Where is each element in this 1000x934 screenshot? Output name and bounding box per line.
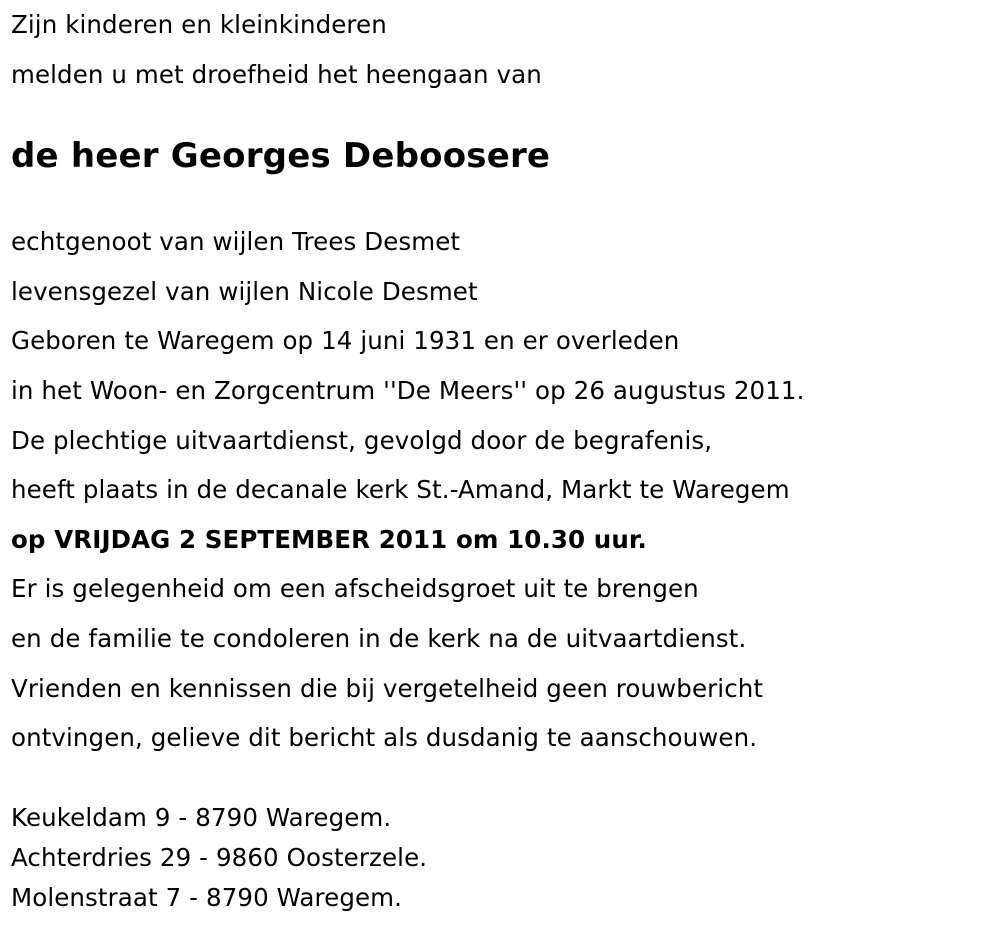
address-line-2: Achterdries 29 - 9860 Oosterzele.: [11, 843, 428, 872]
farewell-line-1: Er is gelegenheid om een afscheidsgroet uit te brengen: [11, 574, 699, 603]
intro-line-1: Zijn kinderen en kleinkinderen: [11, 10, 387, 39]
service-date-line: op VRIJDAG 2 SEPTEMBER 2011 om 10.30 uur.: [11, 525, 647, 554]
service-line-2: heeft plaats in de decanale kerk St.-Amand, Markt te Waregem: [11, 475, 790, 504]
death-line: in het Woon- en Zorgcentrum ''De Meers'' op 26 augustus 2011.: [11, 376, 805, 405]
partner-line: levensgezel van wijlen Nicole Desmet: [11, 277, 478, 306]
notice-line-2: ontvingen, gelieve dit bericht als dusdanig te aanschouwen.: [11, 723, 758, 752]
deceased-name: de heer Georges Deboosere: [11, 136, 551, 176]
farewell-line-2: en de familie te condoleren in de kerk na de uitvaartdienst.: [11, 624, 747, 653]
birth-line: Geboren te Waregem op 14 juni 1931 en er overleden: [11, 326, 680, 355]
address-line-1: Keukeldam 9 - 8790 Waregem.: [11, 803, 392, 832]
intro-line-2: melden u met droefheid het heengaan van: [11, 60, 542, 89]
service-line-1: De plechtige uitvaartdienst, gevolgd door de begrafenis,: [11, 426, 713, 455]
spouse-line: echtgenoot van wijlen Trees Desmet: [11, 227, 461, 256]
notice-line-1: Vrienden en kennissen die bij vergetelheid geen rouwbericht: [11, 674, 764, 703]
address-line-3: Molenstraat 7 - 8790 Waregem.: [11, 883, 402, 912]
